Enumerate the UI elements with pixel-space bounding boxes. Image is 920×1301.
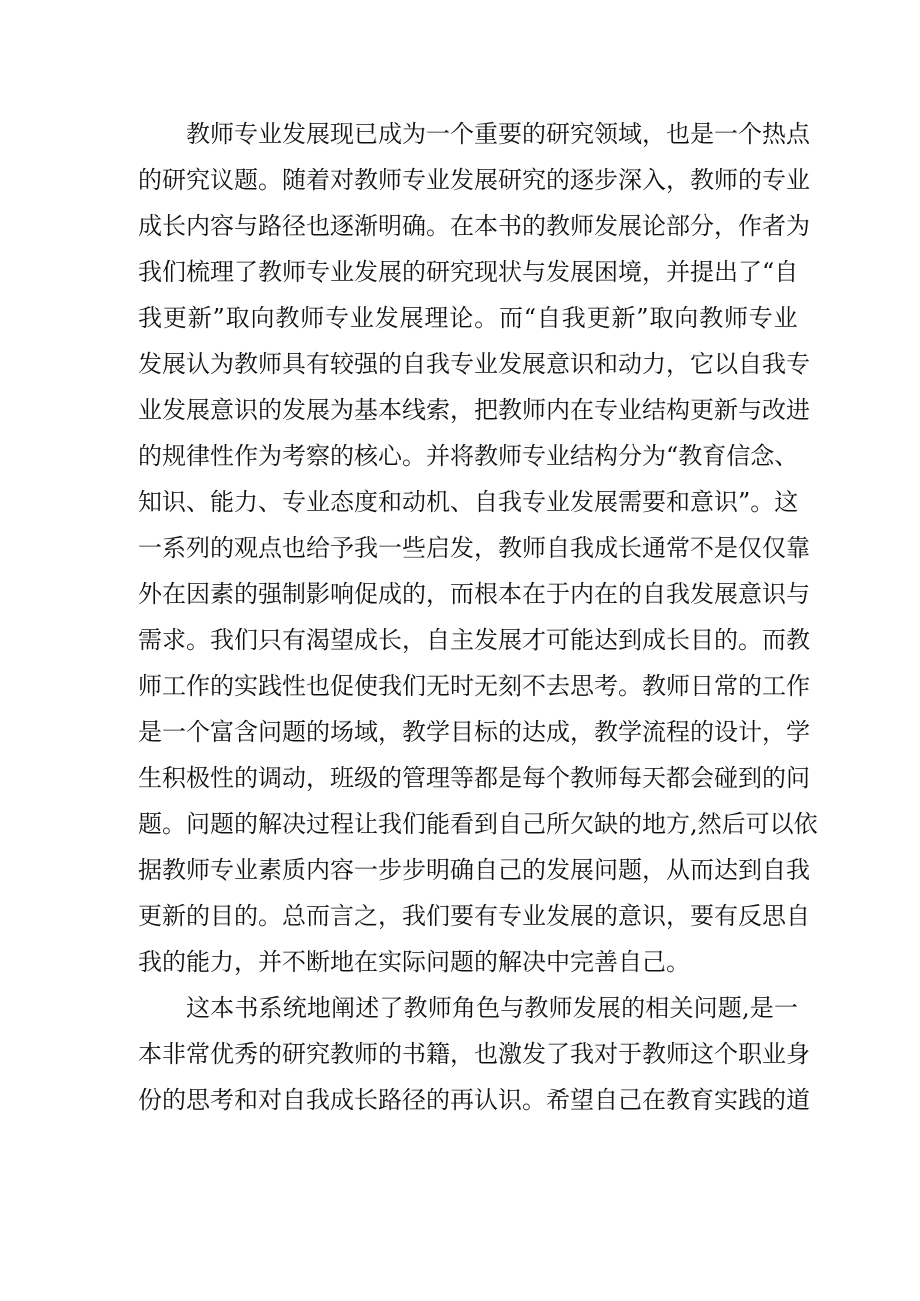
paragraph [138,111,818,985]
text-line: 题 。 问 题 的 解 决 过 程 让 我 们 能 看 到 自 己 所 欠 缺 的 地 方 , 然 后 可 以 依 [138,810,818,838]
text-line: 我 更 新 ” 取 向 教 师 专 业 发 展 理 论 。 而 “ 自 我 更 新 ” 取 向 教 师 专 业 [138,304,798,332]
text-line: 据 教 师 专 业 素 质 内 容 一 步 步 明 确 自 己 的 发 展 问 题 ， 从 而 达 到 自 我 [138,856,810,884]
text-line: 更 新 的 目 的 。 总 而 言 之 ， 我 们 要 有 专 业 发 展 的 意 识 ， 要 有 反 思 自 [138,902,810,930]
text-line: 份 的 思 考 和 对 自 我 成 长 路 径 的 再 认 识 。 希 望 自 己 在 教 育 实 践 的 道 [138,1086,810,1114]
text-line: 业 发 展 意 识 的 发 展 为 基 本 线 索 ， 把 教 师 内 在 专 业 结 构 更 新 与 改 进 [138,396,810,424]
text-line: 知 识 、 能 力 、 专 业 态 度 和 动 机 、 自 我 专 业 发 展 需 要 和 意 识 ” 。 这 [138,488,799,516]
text-line: 我的能力，并不断地在实际问题的解决中完善自己。 [138,948,690,976]
text-line: 一 系 列 的 观 点 也 给 予 我 一 些 启 发 ， 教 师 自 我 成 长 通 常 不 是 仅 仅 靠 [138,534,810,562]
text-line: 外 在 因 素 的 强 制 影 响 促 成 的 ， 而 根 本 在 于 内 在 的 自 我 发 展 意 识 与 [138,580,810,608]
body-text [138,111,818,1123]
text-line: 需 求 。 我 们 只 有 渴 望 成 长 ， 自 主 发 展 才 可 能 达 到 成 长 目 的 。 而 教 [138,626,810,654]
text-line: 发 展 认 为 教 师 具 有 较 强 的 自 我 专 业 发 展 意 识 和 动 力 ， 它 以 自 我 专 [138,350,810,378]
text-line: 生 积 极 性 的 调 动 ， 班 级 的 管 理 等 都 是 每 个 教 师 每 天 都 会 碰 到 的 问 [138,764,810,792]
text-line: 的 规 律 性 作 为 考 察 的 核 心 。 并 将 教 师 专 业 结 构 分 为 “ 教 育 信 念 、 [138,442,799,470]
text-line: 成 长 内 容 与 路 径 也 逐 渐 明 确 。 在 本 书 的 教 师 发 展 论 部 分 ， 作 者 为 [138,212,810,240]
text-line: 教 师 专 业 发 展 现 已 成 为 一 个 重 要 的 研 究 领 域 ， 也 是 一 个 热 点 [186,120,810,148]
text-line: 这 本 书 系 统 地 阐 述 了 教 师 角 色 与 教 师 发 展 的 相 关 问 题 , 是 一 [186,994,798,1022]
paragraph [138,985,810,1123]
text-line: 师 工 作 的 实 践 性 也 促 使 我 们 无 时 无 刻 不 去 思 考 。 教 师 日 常 的 工 作 [138,672,810,700]
text-line: 是 一 个 富 含 问 题 的 场 域 ， 教 学 目 标 的 达 成 ， 教 学 流 程 的 设 计 ， 学 [138,718,810,746]
text-line: 本 非 常 优 秀 的 研 究 教 师 的 书 籍 ， 也 激 发 了 我 对 于 教 师 这 个 职 业 身 [138,1040,810,1068]
text-line: 的 研 究 议 题 。 随 着 对 教 师 专 业 发 展 研 究 的 逐 步 深 入 ， 教 师 的 专 业 [138,166,810,194]
text-line: 我 们 梳 理 了 教 师 专 业 发 展 的 研 究 现 状 与 发 展 困 境 ， 并 提 出 了 “ 自 [138,258,799,286]
